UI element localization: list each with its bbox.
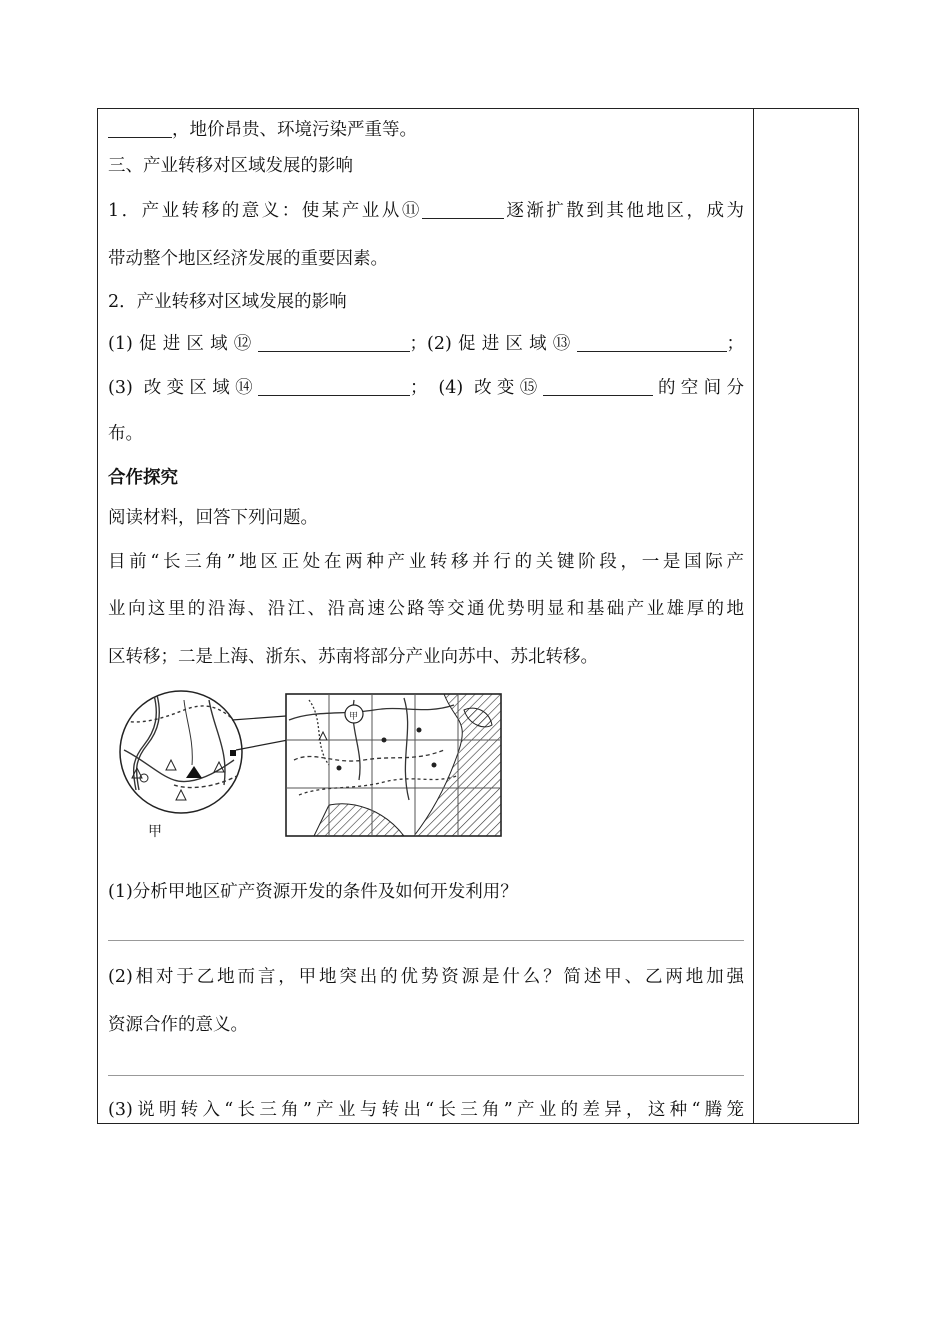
- map-label-jia-inset: 甲: [349, 712, 359, 722]
- read-prompt: 阅读材料，回答下列问题。: [108, 508, 318, 528]
- question-2: (2)相对于乙地而言，甲地突出的优势资源是什么？简述甲、乙两地加强: [108, 967, 744, 987]
- section-title: 三、产业转移对区域发展的影响: [108, 156, 353, 176]
- question-2-cont: 资源合作的意义。: [108, 1015, 248, 1035]
- city-square-icon: [230, 750, 236, 756]
- region-map-figure: [114, 690, 506, 850]
- answer-line[interactable]: [108, 940, 744, 941]
- answer-blank-15[interactable]: [543, 377, 653, 396]
- material-line: 区转移；二是上海、浙东、苏南将部分产业向苏中、苏北转移。: [108, 647, 598, 667]
- answer-blank-13[interactable]: [577, 333, 727, 352]
- answer-blank-12[interactable]: [258, 333, 410, 352]
- table-column-divider: [753, 108, 754, 1124]
- answer-blank-14[interactable]: [258, 377, 410, 396]
- material-line: 业向这里的沿海、沿江、沿高速公路等交通优势明显和基础产业雄厚的地: [108, 599, 744, 619]
- material-line: 目前“长三角”地区正处在两种产业转移并行的关键阶段，一是国际产: [108, 552, 744, 572]
- subsection-title: 2．产业转移对区域发展的影响: [108, 292, 347, 312]
- cooperation-title: 合作探究: [108, 468, 178, 488]
- main-region-map: [286, 694, 501, 836]
- text-line: 带动整个地区经济发展的重要因素。: [108, 249, 388, 269]
- question-3: (3)说明转入“长三角”产业与转出“长三角”产业的差异，这种“腾笼: [108, 1100, 744, 1120]
- answer-line[interactable]: [108, 1075, 744, 1076]
- question-1: (1)分析甲地区矿产资源开发的条件及如何开发利用？: [108, 882, 518, 902]
- inset-circle-map: [119, 691, 242, 840]
- text-line: ，地价昂贵、环境污染严重等。: [108, 118, 417, 142]
- answer-blank[interactable]: [108, 119, 172, 138]
- map-illustration: [114, 690, 506, 850]
- text-line: (1)促进区域⑫ ；(2)促进区域⑬ ；: [108, 334, 744, 354]
- text-line: 1．产业转移的意义：使某产业从⑪ 逐渐扩散到其他地区，成为: [108, 201, 744, 221]
- text-line: (3) 改变区域⑭ ； (4) 改变⑮ 的空间分: [108, 378, 745, 398]
- map-label-jia: 甲: [148, 824, 162, 840]
- answer-blank-11[interactable]: [422, 200, 504, 219]
- text-line: 布。: [108, 424, 143, 444]
